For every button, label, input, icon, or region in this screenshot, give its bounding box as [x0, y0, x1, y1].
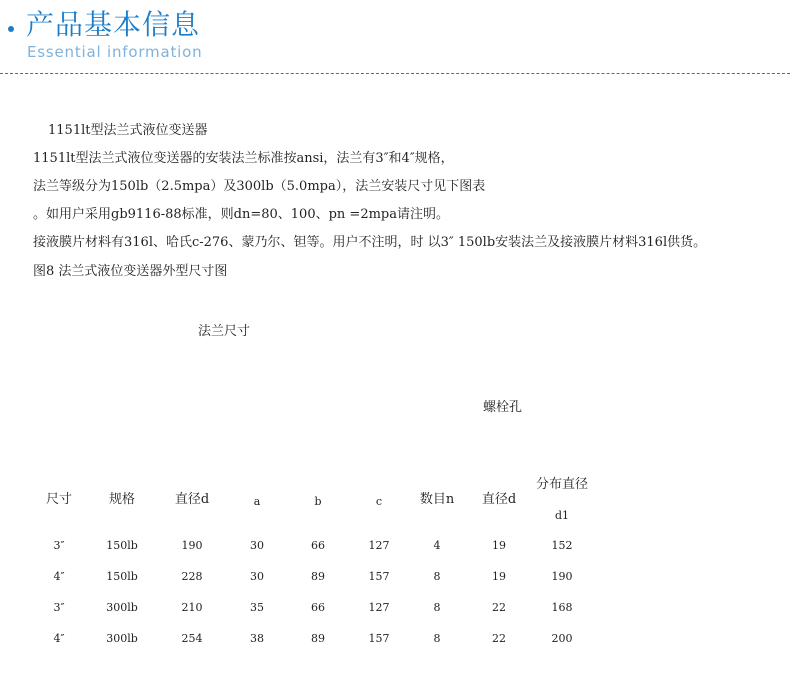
bolt-hole-label: 螺栓孔: [483, 400, 523, 415]
table-cell: 19: [492, 570, 506, 583]
table-header-a: a: [253, 495, 261, 508]
table-cell: 190: [181, 539, 203, 552]
table-header-count: 数目n: [419, 492, 455, 507]
paragraph-line-5: 接液膜片材料有316l、哈氏c-276、蒙乃尔、钽等。用户不注明，时 以3″ 150lb安装法兰及接液膜片材料316l供货。: [33, 235, 707, 250]
table-cell: 127: [368, 539, 390, 552]
table-cell: 152: [551, 539, 573, 552]
table-cell: 150lb: [106, 570, 138, 583]
table-cell: 4″: [53, 632, 65, 645]
table-cell: 157: [368, 632, 390, 645]
table-cell: 8: [433, 570, 441, 583]
section-title: 产品基本信息: [26, 8, 201, 41]
paragraph-line-4: 。如用户采用gb9116-88标准，则dn=80、100、pn =2mpa请注明。: [33, 207, 449, 222]
flange-size-label: 法兰尺寸: [198, 324, 251, 339]
table-cell: 8: [433, 632, 441, 645]
table-cell: 22: [492, 601, 506, 614]
table-cell: 66: [311, 539, 325, 552]
table-cell: 89: [311, 570, 325, 583]
table-cell: 4″: [53, 570, 65, 583]
table-cell: 210: [181, 601, 203, 614]
table-header-size: 尺寸: [45, 492, 73, 507]
header-divider: [0, 73, 790, 74]
table-header-diameter: 直径d: [174, 492, 210, 507]
table-cell: 150lb: [106, 539, 138, 552]
table-cell: 4: [433, 539, 441, 552]
table-header-d1: d1: [554, 509, 570, 522]
table-cell: 3″: [53, 539, 65, 552]
section-header: [0, 0, 790, 80]
table-cell: 19: [492, 539, 506, 552]
table-header-spec: 规格: [108, 492, 136, 507]
table-cell: 300lb: [106, 601, 138, 614]
table-header-distribution-diameter: 分布直径: [535, 477, 589, 492]
table-cell: 254: [181, 632, 203, 645]
table-cell: 228: [181, 570, 203, 583]
table-cell: 35: [250, 601, 264, 614]
table-header-b: b: [314, 495, 322, 508]
paragraph-line-3: 法兰等级分为150lb（2.5mpa）及300lb（5.0mpa），法兰安装尺寸见下图表: [33, 179, 486, 194]
table-cell: 127: [368, 601, 390, 614]
table-cell: 38: [250, 632, 264, 645]
figure-caption: 图8 法兰式液位变送器外型尺寸图: [33, 264, 228, 279]
table-cell: 190: [551, 570, 573, 583]
paragraph-line-2: 1151lt型法兰式液位变送器的安装法兰标准按ansi，法兰有3″和4″规格，: [33, 151, 454, 166]
table-cell: 66: [311, 601, 325, 614]
table-cell: 200: [551, 632, 573, 645]
table-cell: 30: [250, 570, 264, 583]
bullet-dot-icon: [8, 26, 14, 32]
table-cell: 22: [492, 632, 506, 645]
section-subtitle: Essential information: [27, 43, 203, 61]
table-cell: 3″: [53, 601, 65, 614]
table-cell: 89: [311, 632, 325, 645]
table-cell: 8: [433, 601, 441, 614]
table-cell: 157: [368, 570, 390, 583]
table-cell: 30: [250, 539, 264, 552]
table-header-c: c: [375, 495, 383, 508]
table-header-hole-diameter: 直径d: [481, 492, 517, 507]
table-cell: 168: [551, 601, 573, 614]
table-cell: 300lb: [106, 632, 138, 645]
paragraph-line-1: 1151lt型法兰式液位变送器: [48, 123, 208, 138]
